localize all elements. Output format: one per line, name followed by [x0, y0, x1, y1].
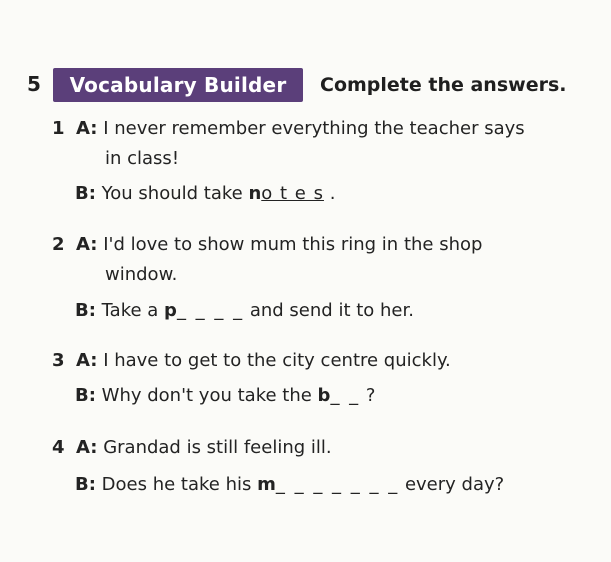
- item-1-b-after: .: [329, 183, 336, 204]
- speaker-b-label: B:: [75, 474, 96, 495]
- item-4-b-after: every day?: [404, 474, 505, 495]
- item-1-a-text: I never remember everything the teacher says: [103, 118, 525, 139]
- item-3-b-line: [75, 385, 375, 406]
- item-2-answer-gap[interactable]: _ _ _ _: [176, 300, 245, 321]
- item-2-b-line: [75, 300, 414, 321]
- item-4-b-before: Does he take his: [101, 474, 252, 495]
- item-2-b-after: and send it to her.: [249, 300, 414, 321]
- item-4-a-line-1: [52, 437, 332, 458]
- speaker-a-label: A:: [75, 234, 98, 255]
- item-number: 4: [52, 437, 65, 458]
- item-1-a-line-2: in class!: [105, 148, 180, 169]
- item-4-answer-start: m: [257, 474, 276, 495]
- item-2-a-text: I'd love to show mum this ring in the shop: [103, 234, 483, 255]
- item-1-a-line-1: [52, 118, 525, 139]
- item-1-b-line: [75, 183, 335, 204]
- item-4-answer-gap[interactable]: _ _ _ _ _ _ _: [275, 474, 400, 495]
- item-2-a-line-2: window.: [105, 264, 178, 285]
- item-1-answer-start: n: [248, 183, 262, 204]
- speaker-b-label: B:: [75, 183, 96, 204]
- speaker-a-label: A:: [75, 437, 98, 458]
- item-number: 3: [52, 350, 65, 371]
- speaker-b-label: B:: [75, 300, 96, 321]
- item-3-answer-gap[interactable]: _ _: [330, 385, 361, 406]
- speaker-a-label: A:: [75, 118, 98, 139]
- exercise-number: 5: [27, 72, 41, 96]
- item-2-answer-start: p: [164, 300, 177, 321]
- item-2-b-before: Take a: [101, 300, 159, 321]
- vocabulary-builder-badge: [53, 68, 303, 102]
- item-3-b-after: ?: [365, 385, 376, 406]
- item-3-a-line-1: [52, 350, 451, 371]
- exercise-instruction: Complete the answers.: [320, 74, 567, 96]
- item-4-a-text: Grandad is still feeling ill.: [103, 437, 332, 458]
- item-number: 1: [52, 118, 65, 139]
- item-1-answer-gap[interactable]: o t e s: [261, 183, 324, 204]
- item-3-a-text: I have to get to the city centre quickly.: [103, 350, 451, 371]
- speaker-b-label: B:: [75, 385, 96, 406]
- item-2-a-line-1: [52, 234, 482, 255]
- item-4-b-line: [75, 474, 504, 495]
- item-3-answer-start: b: [317, 385, 331, 406]
- badge-label: Vocabulary Builder: [69, 73, 287, 97]
- speaker-a-label: A:: [75, 350, 98, 371]
- item-number: 2: [52, 234, 65, 255]
- item-3-b-before: Why don't you take the: [101, 385, 312, 406]
- item-1-b-before: You should take: [101, 183, 243, 204]
